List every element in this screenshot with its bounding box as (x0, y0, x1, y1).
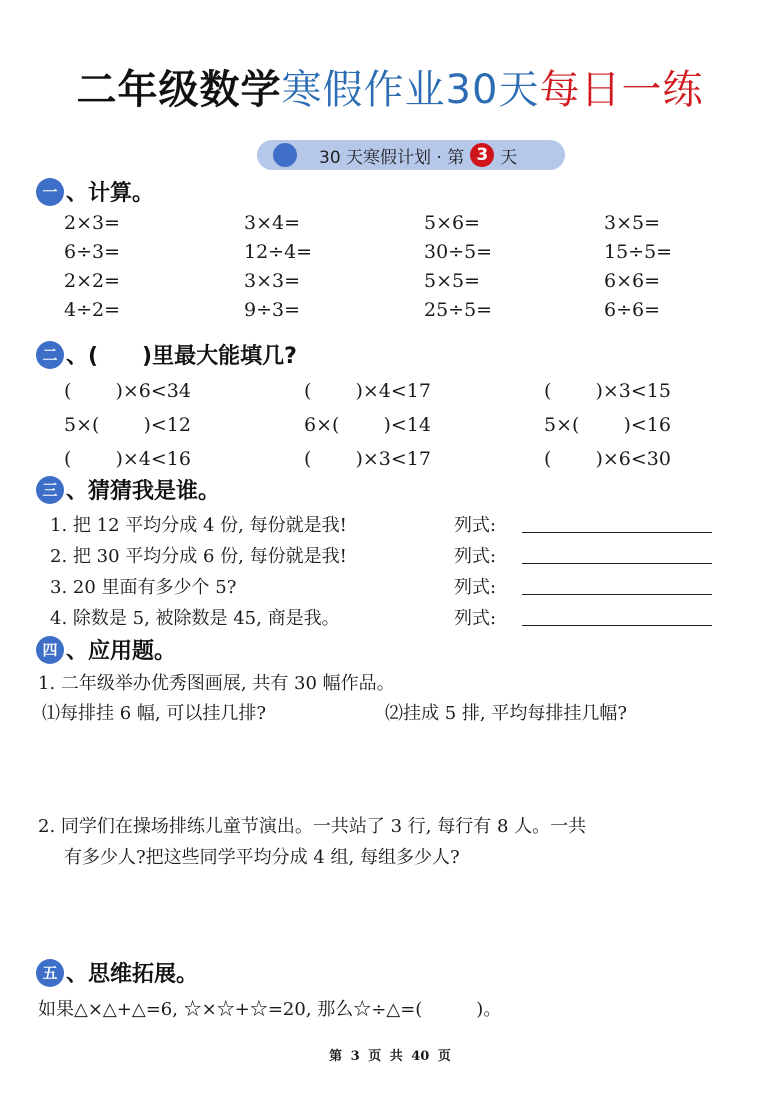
calc-item: 2×3= (64, 212, 121, 234)
calc-item: 12÷4= (244, 241, 313, 263)
guess-question: 1. 把 12 平均分成 4 份, 每份就是我! (50, 514, 347, 536)
apply-question-2-line2: 有多少人?把这些同学平均分成 4 组, 每组多少人? (64, 847, 460, 868)
fill-item: ( )×6<30 (544, 448, 671, 470)
calc-item: 3×4= (244, 212, 301, 234)
calc-item: 3×3= (244, 270, 301, 292)
fill-item: 5×( )<12 (64, 414, 191, 436)
calc-item: 25÷5= (424, 299, 493, 321)
plan-prefix: 30 天寒假计划 · 第 (319, 147, 465, 168)
page-footer: 第 3 页 共 40 页 (329, 1049, 451, 1064)
apply-question-1a: ⑴每排挂 6 幅, 可以挂几排? (42, 703, 266, 724)
apply-question-1: 1. 二年级举办优秀图画展, 共有 30 幅作品。 (38, 673, 395, 694)
section-number-badge: 五 (36, 959, 64, 987)
title-part3: 每日一练 (539, 67, 704, 113)
section-title: 、思维拓展。 (66, 962, 199, 987)
section-title: 、猜猜我是谁。 (66, 479, 221, 504)
section-title: 、( )里最大能填几? (66, 344, 297, 369)
section-3-heading (36, 474, 220, 505)
fill-item: ( )×4<17 (304, 380, 431, 402)
guess-list (50, 508, 712, 632)
think-question: 如果△×△+△=6, ☆×☆+☆=20, 那么☆÷△=( )。 (38, 999, 502, 1020)
section-number-badge: 二 (36, 341, 64, 369)
calc-grid (64, 212, 780, 321)
fill-grid (64, 376, 744, 471)
section-number-badge: 一 (36, 178, 64, 206)
fill-item: 6×( )<14 (304, 414, 431, 436)
section-number-badge: 三 (36, 476, 64, 504)
answer-line[interactable] (522, 576, 712, 595)
guess-item (50, 570, 712, 601)
guess-item (50, 508, 712, 539)
fill-item: 5×( )<16 (544, 414, 671, 436)
fill-item: ( )×6<34 (64, 380, 191, 402)
plan-suffix: 天 (500, 147, 518, 168)
guess-item (50, 539, 712, 570)
fill-item: ( )×3<15 (544, 380, 671, 402)
answer-line[interactable] (522, 514, 712, 533)
guess-item (50, 601, 712, 632)
section-2-heading (36, 339, 297, 370)
formula-label: 列式: (454, 607, 497, 629)
fill-item: ( )×4<16 (64, 448, 191, 470)
title-part1: 二年级数学 (76, 67, 282, 113)
formula-label: 列式: (454, 576, 497, 598)
calc-item: 30÷5= (424, 241, 493, 263)
section-title: 、计算。 (66, 181, 155, 206)
calc-item: 2×2= (64, 270, 121, 292)
calc-item: 9÷3= (244, 299, 301, 321)
calc-item: 3×5= (604, 212, 661, 234)
day-badge: 3 (470, 143, 494, 167)
calc-item: 15÷5= (604, 241, 673, 263)
section-title: 、应用题。 (66, 639, 177, 664)
calc-item: 6÷3= (64, 241, 121, 263)
calc-item: 6×6= (604, 270, 661, 292)
section-4-heading (36, 634, 176, 665)
calc-item: 6÷6= (604, 299, 661, 321)
answer-line[interactable] (522, 545, 712, 564)
plan-banner (257, 140, 565, 170)
page-title (0, 58, 780, 115)
circle-icon (273, 143, 297, 167)
section-5-heading (36, 957, 198, 988)
fill-item: ( )×3<17 (304, 448, 431, 470)
calc-item: 5×5= (424, 270, 481, 292)
guess-question: 2. 把 30 平均分成 6 份, 每份就是我! (50, 545, 347, 567)
calc-item: 4÷2= (64, 299, 121, 321)
calc-item: 5×6= (424, 212, 481, 234)
apply-question-1b: ⑵挂成 5 排, 平均每排挂几幅? (385, 703, 627, 724)
formula-label: 列式: (454, 545, 497, 567)
apply-question-2-line1: 2. 同学们在操场排练儿童节演出。一共站了 3 行, 每行有 8 人。一共 (38, 816, 587, 837)
section-number-badge: 四 (36, 636, 64, 664)
guess-question: 4. 除数是 5, 被除数是 45, 商是我。 (50, 607, 340, 629)
formula-label: 列式: (454, 514, 497, 536)
title-part2: 寒假作业30天 (281, 67, 540, 113)
section-1-heading (36, 176, 154, 207)
guess-question: 3. 20 里面有多少个 5? (50, 576, 237, 598)
answer-line[interactable] (522, 607, 712, 626)
